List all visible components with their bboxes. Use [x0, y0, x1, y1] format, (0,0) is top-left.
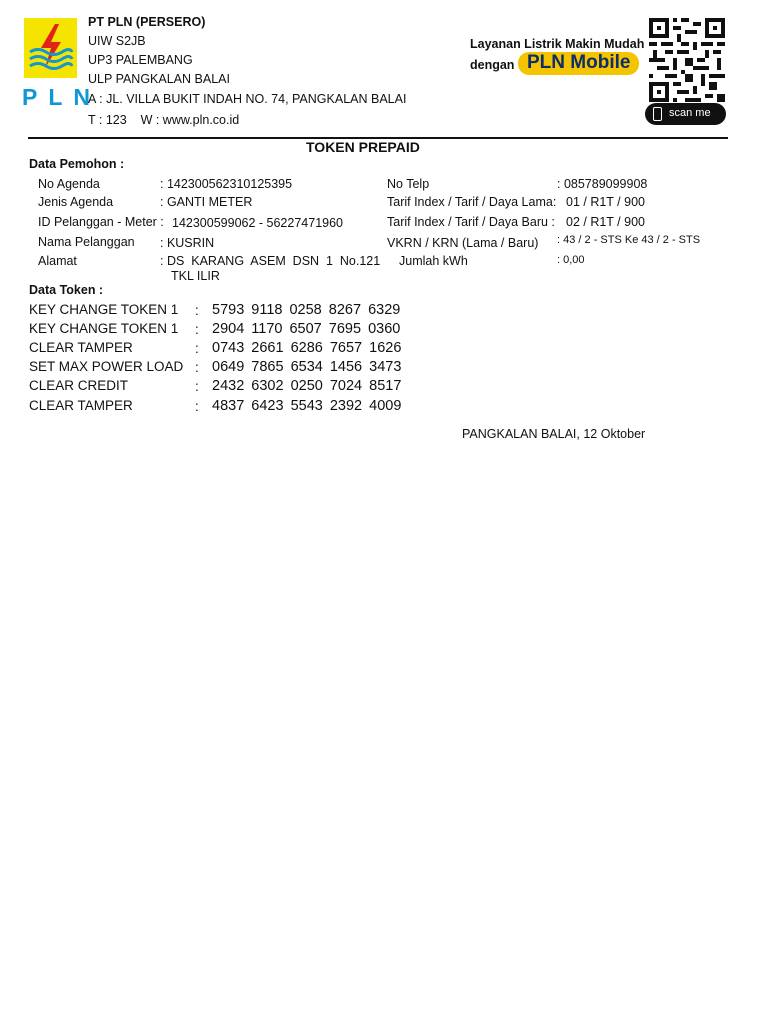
token-label-4: SET MAX POWER LOAD: [29, 359, 184, 374]
token-label-1: KEY CHANGE TOKEN 1: [29, 302, 179, 317]
header-line-address: A : JL. VILLA BUKIT INDAH NO. 74, PANGKALAN BALAI: [88, 92, 407, 106]
token-label-3: CLEAR TAMPER: [29, 340, 133, 355]
value-tarif-baru: 02 / R1T / 900: [566, 215, 645, 229]
header-line-ulp: ULP PANGKALAN BALAI: [88, 72, 230, 86]
scan-me-label: scan me: [669, 107, 711, 119]
token-sep-4: :: [195, 360, 199, 375]
label-jenis-agenda: Jenis Agenda: [38, 195, 114, 209]
value-id-pelanggan: 142300599062 - 56227471960: [172, 216, 344, 230]
token-sep-6: :: [195, 399, 199, 414]
pln-logo: [24, 18, 77, 78]
label-jumlah-kwh: Jumlah kWh: [399, 254, 468, 268]
token-heading: Data Token :: [29, 283, 104, 297]
token-label-2: KEY CHANGE TOKEN 1: [29, 321, 179, 336]
label-vkrn-krn: VKRN / KRN (Lama / Baru): [387, 236, 539, 250]
value-jumlah-kwh: : 0,00: [557, 254, 585, 266]
value-alamat: : DS KARANG ASEM DSN 1 No.121: [160, 254, 381, 268]
token-sep-5: :: [195, 379, 199, 394]
token-value-4[interactable]: 0649 7865 6534 1456 3473: [212, 359, 402, 375]
value-no-telp: : 085789099908: [557, 177, 648, 191]
token-label-6: CLEAR TAMPER: [29, 398, 133, 413]
label-nama-pelanggan: Nama Pelanggan: [38, 235, 135, 249]
token-label-5: CLEAR CREDIT: [29, 378, 129, 393]
token-value-3[interactable]: 0743 2661 6286 7657 1626: [212, 340, 402, 356]
value-nama-pelanggan: : KUSRIN: [160, 236, 215, 250]
token-sep-2: :: [195, 322, 199, 337]
promo-line-1: Layanan Listrik Makin Mudah: [470, 37, 645, 51]
token-value-6[interactable]: 4837 6423 5543 2392 4009: [212, 398, 402, 414]
value-vkrn-krn: : 43 / 2 - STS Ke 43 / 2 - STS: [557, 234, 701, 246]
header-line-up3: UP3 PALEMBANG: [88, 53, 193, 67]
scan-me-button[interactable]: [645, 103, 726, 125]
pemohon-heading: Data Pemohon :: [29, 157, 125, 171]
token-value-2[interactable]: 2904 1170 6507 7695 0360: [212, 321, 401, 337]
qr-code-icon[interactable]: [649, 18, 725, 102]
token-sep-3: :: [195, 341, 199, 356]
lightning-icon: [24, 18, 77, 78]
label-tarif-baru: Tarif Index / Tarif / Daya Baru :: [387, 215, 555, 229]
phone-icon: [653, 107, 662, 121]
value-tarif-lama: 01 / R1T / 900: [566, 195, 645, 209]
label-no-telp: No Telp: [387, 177, 430, 191]
header-line-uiw: UIW S2JB: [88, 34, 146, 48]
token-sep-1: :: [195, 303, 199, 318]
header-line-contact: T : 123 W : www.pln.co.id: [88, 113, 240, 127]
value-alamat-line2: TKL ILIR: [171, 269, 220, 283]
label-no-agenda: No Agenda: [38, 177, 100, 191]
pln-mobile-badge: PLN Mobile: [518, 52, 639, 75]
place-date: PANGKALAN BALAI, 12 Oktober: [462, 427, 646, 441]
label-tarif-lama: Tarif Index / Tarif / Daya Lama:: [387, 195, 557, 209]
promo-line-2: dengan: [470, 58, 515, 72]
token-value-5[interactable]: 2432 6302 0250 7024 8517: [212, 378, 402, 394]
label-alamat: Alamat: [38, 254, 77, 268]
document-title: TOKEN PREPAID: [306, 139, 420, 155]
label-id-pelanggan: ID Pelanggan - Meter :: [38, 215, 164, 229]
pln-wordmark: PLN: [22, 84, 101, 110]
token-value-1[interactable]: 5793 9118 0258 8267 6329: [212, 302, 401, 318]
company-name: PT PLN (PERSERO): [88, 15, 206, 29]
value-no-agenda: : 142300562310125395: [160, 177, 293, 191]
value-jenis-agenda: : GANTI METER: [160, 195, 253, 209]
